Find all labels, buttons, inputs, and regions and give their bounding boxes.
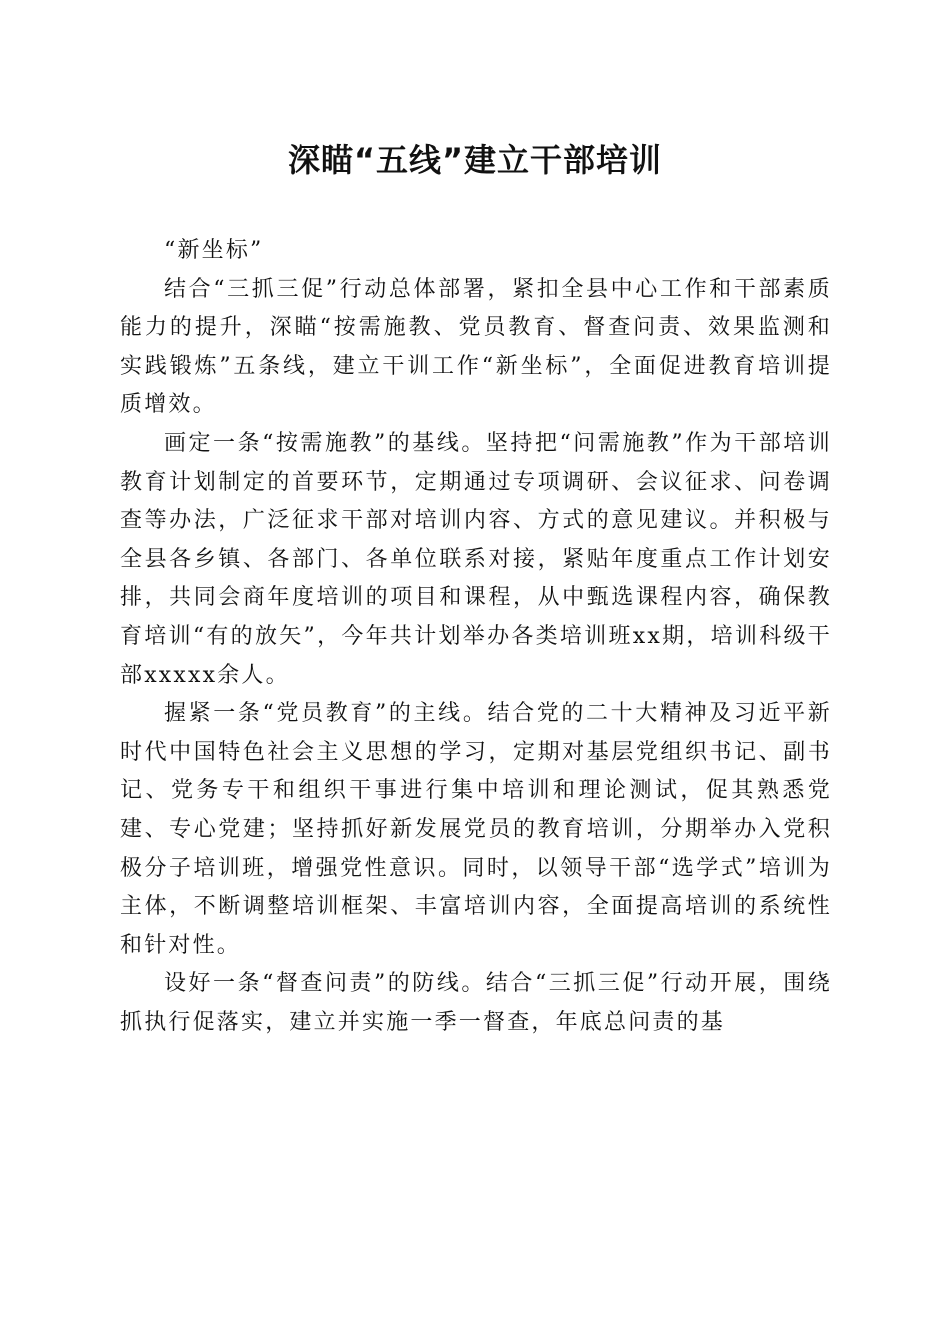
paragraph-baseline: 画定一条“按需施教”的基线。坚持把“问需施教”作为干部培训教育计划制定的首要环节，定期通过专项调研、会议征求、问卷调查等办法，广泛征求干部对培训内容、方式的意见建议。并积极与全县各乡镇、各部门、各单位联系对接，紧贴年度重点工作计划安排，共同会商年度培训的项目和课程，从中甄选课程内容，确保教育培训“有的放矢”，今年共计划举办各类培训班xx期，培训科级干部xxxxx余人。 bbox=[120, 430, 832, 688]
paragraph-intro: 结合“三抓三促”行动总体部署，紧扣全县中心工作和干部素质能力的提升，深瞄“按需施教、党员教育、督查问责、效果监测和实践锻炼”五条线，建立干训工作“新坐标”，全面促进教育培训提质增效。 bbox=[120, 276, 832, 418]
document-body bbox=[120, 232, 832, 1042]
paragraph-mainline: 握紧一条“党员教育”的主线。结合党的二十大精神及习近平新时代中国特色社会主义思想的学习，定期对基层党组织书记、副书记、党务专干和组织干事进行集中培训和理论测试，促其熟悉党建、专心党建；坚持抓好新发展党员的教育培训，分期举办入党积极分子培训班，增强党性意识。同时，以领导干部“选学式”培训为主体，不断调整培训框架、丰富培训内容，全面提高培训的系统性和针对性。 bbox=[120, 701, 832, 958]
document-title: 深瞄“五线”建立干部培训 bbox=[287, 141, 663, 179]
paragraph-defenseline: 设好一条“督查问责”的防线。结合“三抓三促”行动开展，围绕抓执行促落实，建立并实施一季一督查，年底总问责的基 bbox=[120, 971, 832, 1035]
subtitle-line: “新坐标” bbox=[164, 238, 264, 263]
